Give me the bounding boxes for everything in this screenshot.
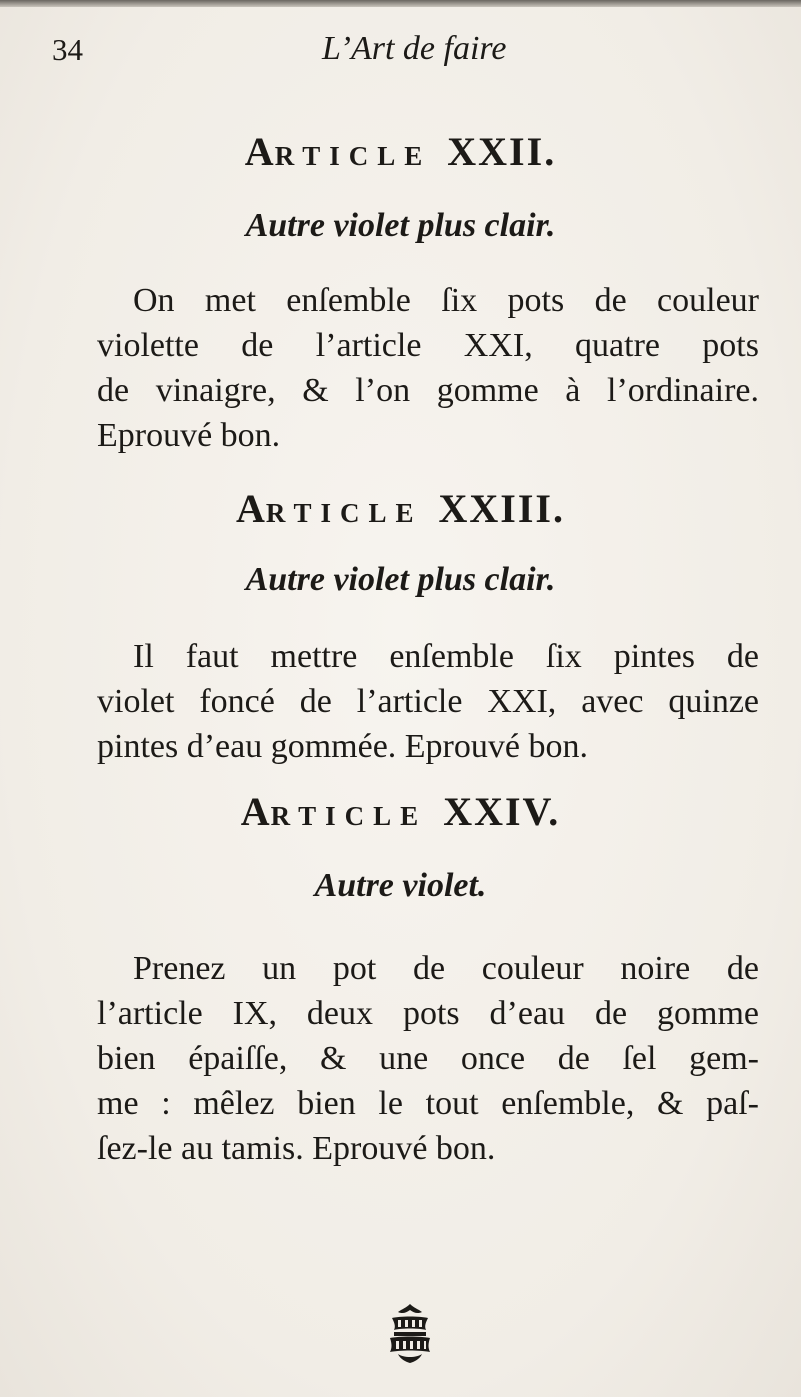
body-line: On met enſemble ſix pots de couleur (133, 282, 759, 319)
article-subtitle-xxii: Autre violet plus clair. (245, 207, 556, 244)
body-line: Eprouvé bon. (97, 417, 281, 454)
article-subtitle-xxiii: Autre violet plus clair. (245, 561, 556, 598)
body-line: pintes d’eau gommée. Eprouvé bon. (97, 728, 588, 765)
page-top-edge (0, 0, 801, 7)
article-subtitle-xxiv: Autre violet. (314, 867, 487, 904)
body-line: Il faut mettre enſemble ſix pintes de (133, 638, 759, 675)
tailpiece-ornament-icon (380, 1302, 440, 1364)
article-body-xxii (97, 278, 759, 458)
body-line: violet foncé de l’article XXI, avec quinze (97, 683, 759, 720)
article-body-xxiv (97, 946, 759, 1171)
body-line: de vinaigre, & l’on gomme à l’ordinaire. (97, 372, 759, 409)
running-head (0, 30, 801, 80)
body-line: me : mêlez bien le tout enſemble, & paſ- (97, 1085, 759, 1122)
running-title: L’Art de faire (322, 30, 507, 67)
article-heading-xxiv: ARTICLE XXIV. (240, 789, 561, 834)
article-body-xxiii (97, 634, 759, 769)
body-line: violette de l’article XXI, quatre pots (97, 327, 759, 364)
body-line: bien épaiſſe, & une once de ſel gem- (97, 1040, 759, 1077)
article-heading-xxiii: ARTICLE XXIII. (236, 486, 565, 531)
body-line: ſez-le au tamis. Eprouvé bon. (97, 1130, 496, 1167)
article-heading-xxii: ARTICLE XXII. (244, 129, 557, 174)
body-line: l’article IX, deux pots d’eau de gomme (97, 995, 759, 1032)
page-number: 34 (52, 32, 83, 67)
body-line: Prenez un pot de couleur noire de (133, 950, 759, 987)
